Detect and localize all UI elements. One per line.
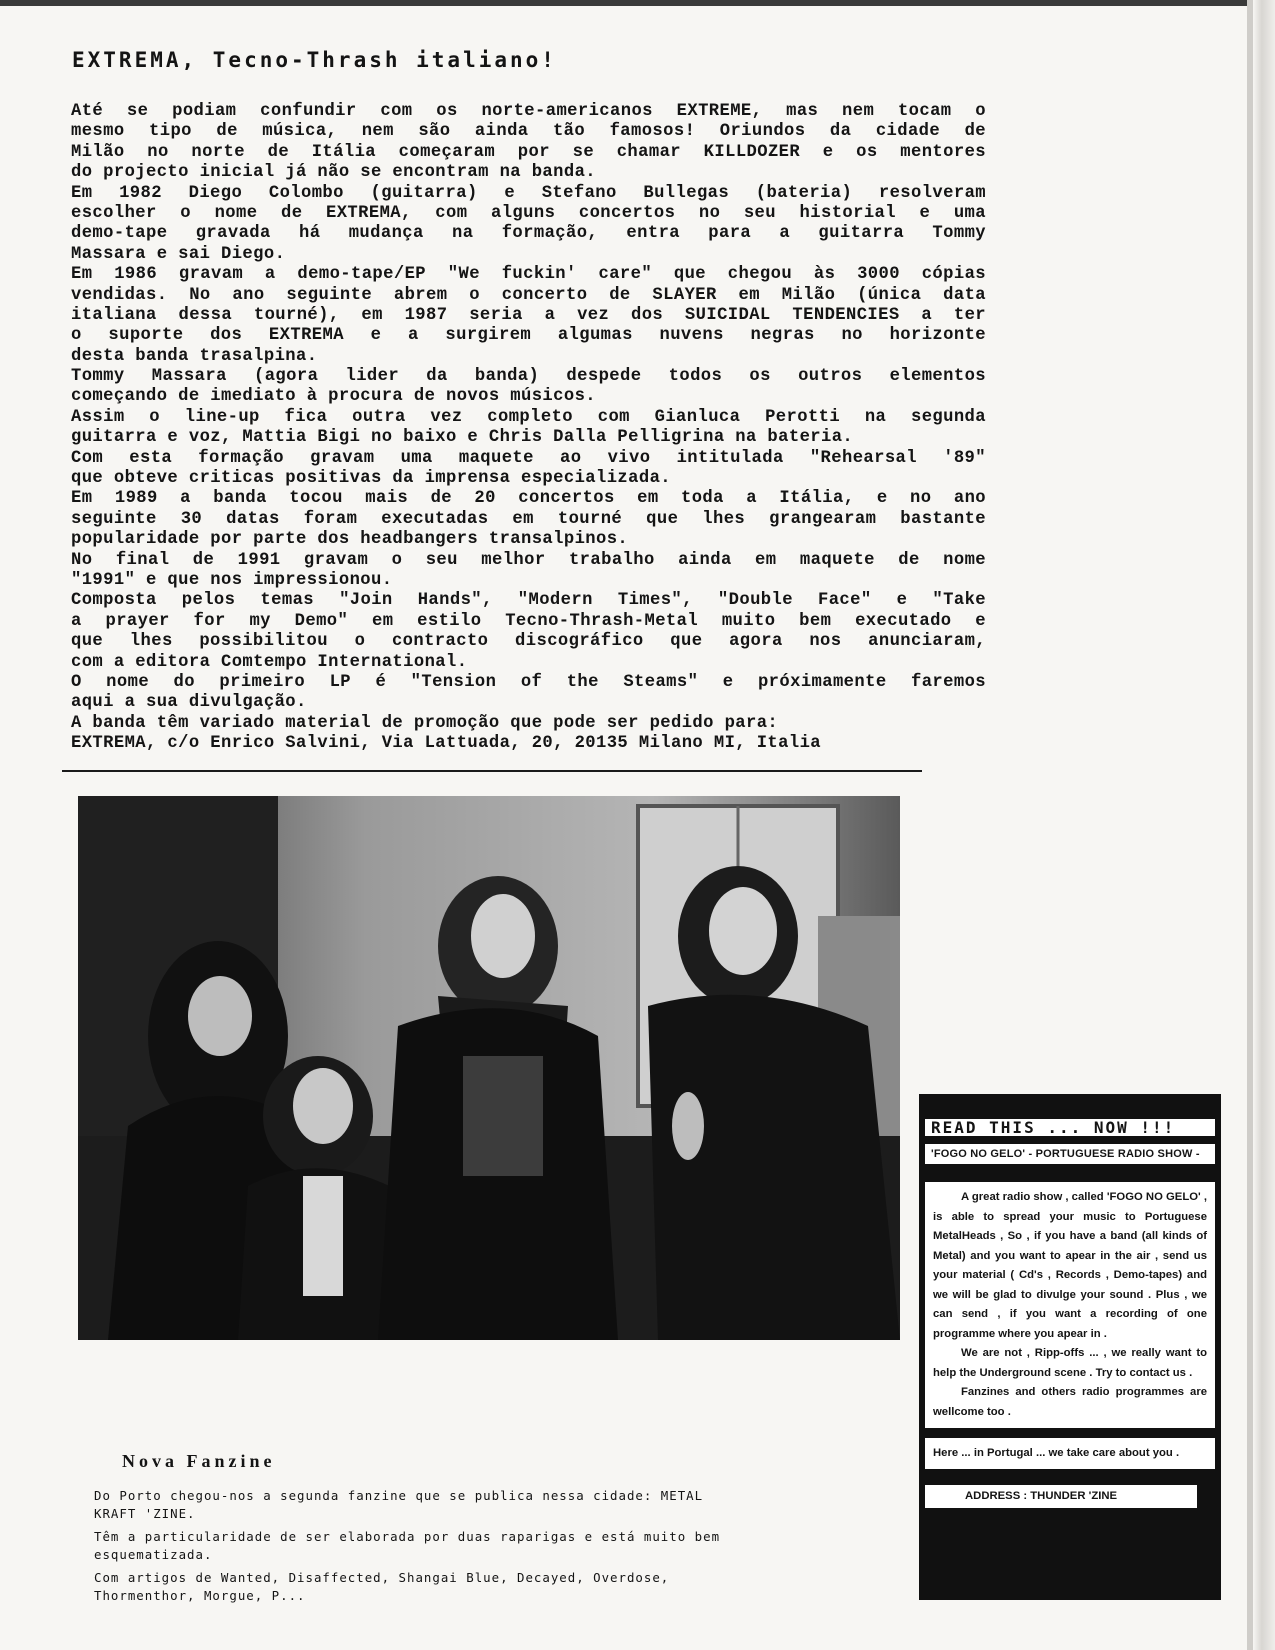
article-line: "1991" e que nos impressionou. (71, 570, 393, 590)
article-line: EXTREMA, c/o Enrico Salvini, Via Lattuada, 20, 20135 Milano MI, Italia (71, 734, 821, 754)
fanzine-paragraph: Têm a particularidade de ser elaborada por duas raparigas e está muito bem esquematizada. (94, 1529, 721, 1562)
article-line: a prayer for my Demo" em estilo Tecno-Thrash-Metal muito bem executado e (71, 611, 986, 631)
article-line: demo-tape gravada há mudança na formação, entra para a guitarra Tommy (71, 224, 986, 244)
fanzine-paragraph: Do Porto chegou-nos a segunda fanzine que se publica nessa cidade: METAL KRAFT 'ZINE. (94, 1488, 704, 1521)
section-divider (62, 770, 922, 772)
article-line: que obteve criticas positivas da imprensa especializada. (71, 469, 671, 489)
page-top-edge (0, 0, 1275, 6)
article-line: A banda têm variado material de promoção que pode ser pedido para: (71, 713, 779, 733)
ad-subtitle: 'FOGO NO GELO' - PORTUGUESE RADIO SHOW - (925, 1144, 1215, 1164)
article-line: Assim o line-up fica outra vez completo com Gianluca Perotti na segunda (71, 407, 986, 427)
article-line: Com esta formação gravam uma maquete ao vivo intitulada "Rehearsal '89" (71, 448, 986, 468)
article-body (71, 102, 986, 755)
ad-here: Here ... in Portugal ... we take care about you . (925, 1438, 1215, 1469)
article-line: seguinte 30 datas foram executadas em tourné que lhes grangearam bastante (71, 509, 986, 529)
article-line: Tommy Massara (agora lider da banda) despede todos os outros elementos (71, 367, 986, 387)
ad-body (925, 1182, 1215, 1428)
fanzine-title: Nova Fanzine (122, 1451, 276, 1471)
article-line: o suporte dos EXTREMA e a surgirem algumas nuvens negras no horizonte (71, 326, 986, 346)
ad-body-text-2: We are not , Ripp-offs ... , we really want to help the Underground scene . Try to contact us . (933, 1347, 1207, 1379)
article-line: escolher o nome de EXTREMA, com alguns concertos no seu historial e uma (71, 203, 986, 223)
ad-address: ADDRESS : THUNDER 'ZINE (925, 1485, 1197, 1508)
band-photo (78, 796, 900, 1340)
article-line: Até se podiam confundir com os norte-americanos EXTREME, mas nem tocam o (71, 102, 986, 121)
article-line: do projecto inicial já não se encontram na banda. (71, 163, 596, 183)
article-line: vendidas. No ano seguinte abrem o concerto de SLAYER em Milão (única data (71, 285, 986, 305)
article-line: que lhes possibilitou o contracto discográfico que agora nos anunciaram, (71, 632, 986, 652)
article-line: Massara e sai Diego. (71, 244, 286, 264)
article-line: Em 1989 a banda tocou mais de 20 concertos em toda a Itália, e no ano (71, 489, 986, 509)
fanzine-paragraph: Com artigos de Wanted, Disaffected, Shangai Blue, Decayed, Overdose, Thormenthor, Morgue, P... (94, 1570, 670, 1603)
ad-header: READ THIS ... NOW !!! (925, 1119, 1215, 1136)
article-line: aqui a sua divulgação. (71, 693, 307, 713)
ad-body-text-3: Fanzines and others radio programmes are wellcome too . (933, 1386, 1207, 1418)
article-line: popularidade por parte dos headbangers transalpinos. (71, 530, 629, 550)
article-line: guitarra e voz, Mattia Bigi no baixo e Chris Dalla Pelligrina na bateria. (71, 428, 854, 448)
article-line: No final de 1991 gravam o seu melhor trabalho ainda em maquete de nome (71, 550, 986, 570)
ad-body-text: A great radio show , called 'FOGO NO GELO' , is able to spread your music to Portuguese MetalHeads , So , if you have a band (all kinds of Metal) and you want to apear in the air , send us your material ( Cd's , Records , Demo-tapes) and we will be glad to divulge your sound . Plus , we can send , if you want a recording of one programme where you apear in . (933, 1191, 1207, 1340)
article-line: Em 1982 Diego Colombo (guitarra) e Stefano Bullegas (bateria) resolveram (71, 183, 986, 203)
ad-black-bar (957, 1164, 1147, 1182)
article-line: Em 1986 gravam a demo-tape/EP "We fuckin' care" que chegou às 3000 cópias (71, 265, 986, 285)
page-right-edge (1253, 0, 1275, 1650)
article-line: mesmo tipo de música, nem são ainda tão famosos! Oriundos da cidade de (71, 122, 986, 142)
article-line: O nome do primeiro LP é "Tension of the Steams" e próximamente faremos (71, 672, 986, 692)
article-line: Milão no norte de Itália começaram por se chamar KILLDOZER e os mentores (71, 142, 986, 162)
article-line: Composta pelos temas "Join Hands", "Modern Times", "Double Face" e "Take (71, 591, 986, 611)
fanzine-body (94, 1487, 736, 1610)
article-title: EXTREMA, Tecno-Thrash italiano! (72, 48, 557, 72)
article-line: italiana dessa tourné), em 1987 seria a vez dos SUICIDAL TENDENCIES a ter (71, 305, 986, 325)
article-line: com a editora Comtempo International. (71, 652, 468, 672)
article-line: começando de imediato à procura de novos músicos. (71, 387, 596, 407)
article-line: desta banda trasalpina. (71, 346, 318, 366)
radio-show-ad (919, 1094, 1221, 1600)
